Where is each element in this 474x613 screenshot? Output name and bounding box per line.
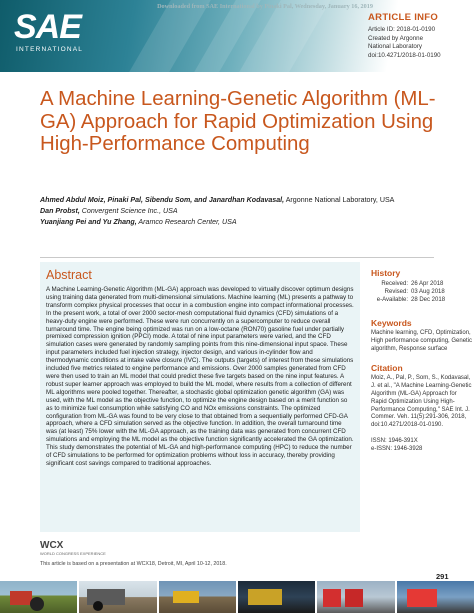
created-by-org: National Laboratory	[368, 43, 423, 51]
footer-note: This article is based on a presentation at WCX18, Detroit, MI, April 10-12, 2018.	[40, 561, 227, 567]
article-info	[368, 12, 472, 60]
author-line-1: Ahmed Abdul Moiz, Pinaki Pal, Sibendu Som, and Janardhan Kodavasal, Argonne National Laboratory, USA	[40, 196, 395, 204]
excavator-image	[159, 581, 236, 613]
issn: ISSN: 1946-391X	[371, 437, 418, 444]
eissn: e-ISSN: 1946-3928	[371, 445, 423, 452]
dump-truck-image	[79, 581, 156, 613]
author-line-2: Dan Probst, Convergent Science Inc., USA	[40, 207, 178, 215]
keywords-text: Machine learning, CFD, Optimization, High performance computing, Genetic algorithm, Response surface	[371, 330, 473, 352]
download-note: Downloaded from SAE International by Pinaki Pal, Wednesday, January 16, 2019	[157, 3, 373, 10]
mining-truck-image	[238, 581, 315, 613]
article-info-title: ARTICLE INFO	[368, 12, 439, 23]
history-row: e-Available: 28 Dec 2018	[376, 297, 446, 303]
sae-logo: SAE INTERNATIONAL	[14, 8, 84, 53]
abstract-body: A Machine Learning-Genetic Algorithm (ML-GA) approach was developed to virtually discover optimum designs using training data generated from multi-dimensional simulations. Machine learning (ML) presents a pathway to transform complex physical processes that occur in a combustion engine into compact informational processes. In the present work, a total of over 2000 sector-mesh computational fluid dynamics (CFD) simulations of a heavy-duty engine were performed. These were run concurrently on a supercomputer to reduce overall turnaround time. The engine being optimized was run on a low-octane (RON70) gasoline fuel under partially premixed compression ignition (PPCI) mode. A total of nine input parameters were varied, and the CFD simulation cases were generated by randomly sampling points from this nine-dimensional input space. These input parameters included fuel injection strategy, injector design, and various in-cylinder flow and thermodynamic conditions at intake valve closure (IVC). The outputs (targets) of interest from these simulations included five metrics related to engine performance and emissions. Over 2000 samples generated from CFD were then used to train an ML model that could predict these five targets based on the nine input features. A robust super learner approach was employed to build the ML model, where results from a collection of different ML algorithms were pooled together. Thereafter, a stochastic global optimization genetic algorithm (GA) was used, with the ML model as the objective function, to optimize the engine design based on a merit function so as to minimize fuel consumption while satisfying CO and NOx emissions constraints. The optimized configuration from ML-GA was found to be very close to that obtained from a sequentially performed CFD-GA approach, where a CFD simulation served as the objective function. In addition, the overall turnaround time was (at least) 75% lower with the ML-GA approach, as the training data was generated from concurrent CFD simulations and employing the ML model as the objective function significantly accelerated the GA optimization. This study demonstrates the potential of ML-GA and high-performance computing (HPC) to reduce the number of CFD simulations to be performed for optimization problems without loss in accuracy, thereby providing significant cost savings compared to traditional approaches.	[46, 286, 354, 467]
wcx-logo: WCX	[40, 540, 64, 551]
semi-truck-image	[397, 581, 474, 613]
keywords-heading: Keywords	[371, 318, 412, 328]
vehicle-photo-strip	[0, 581, 474, 613]
history-row: Revised: 03 Aug 2018	[384, 289, 445, 295]
author-list	[40, 195, 460, 228]
divider	[40, 257, 434, 258]
abstract-box	[40, 262, 360, 532]
page-number: 291	[436, 572, 449, 581]
author-line-3: Yuanjiang Pei and Yu Zhang, Aramco Research Center, USA	[40, 218, 237, 226]
history-heading: History	[371, 268, 401, 278]
paper-title: A Machine Learning-Genetic Algorithm (ML-GA) Approach for Rapid Optimization Using High-Performance Computing	[40, 88, 436, 155]
sidebar	[371, 268, 473, 454]
tractor-image	[0, 581, 77, 613]
citation-text: Moiz, A., Pal, P., Som, S., Kodavasal, J. et al., "A Machine Learning-Genetic Algorithm (ML-GA) Approach for Rapid Optimization Using High-Performance Computing," SAE Int. J. Commer. Veh. 11(5):291-306, 2018, doi:10.4271/2018-01-0190.	[371, 375, 472, 429]
created-by: Created by Argonne	[368, 34, 424, 42]
citation-heading: Citation	[371, 363, 403, 374]
history-row: Received: 26 Apr 2018	[381, 281, 444, 287]
doi: doi:10.4271/2018-01-0190	[368, 51, 441, 59]
trucks-image	[317, 581, 394, 613]
abstract-heading: Abstract	[46, 268, 92, 282]
wcx-subtitle: WORLD CONGRESS EXPERIENCE	[40, 551, 106, 556]
article-id: Article ID: 2018-01-0190	[368, 26, 436, 33]
